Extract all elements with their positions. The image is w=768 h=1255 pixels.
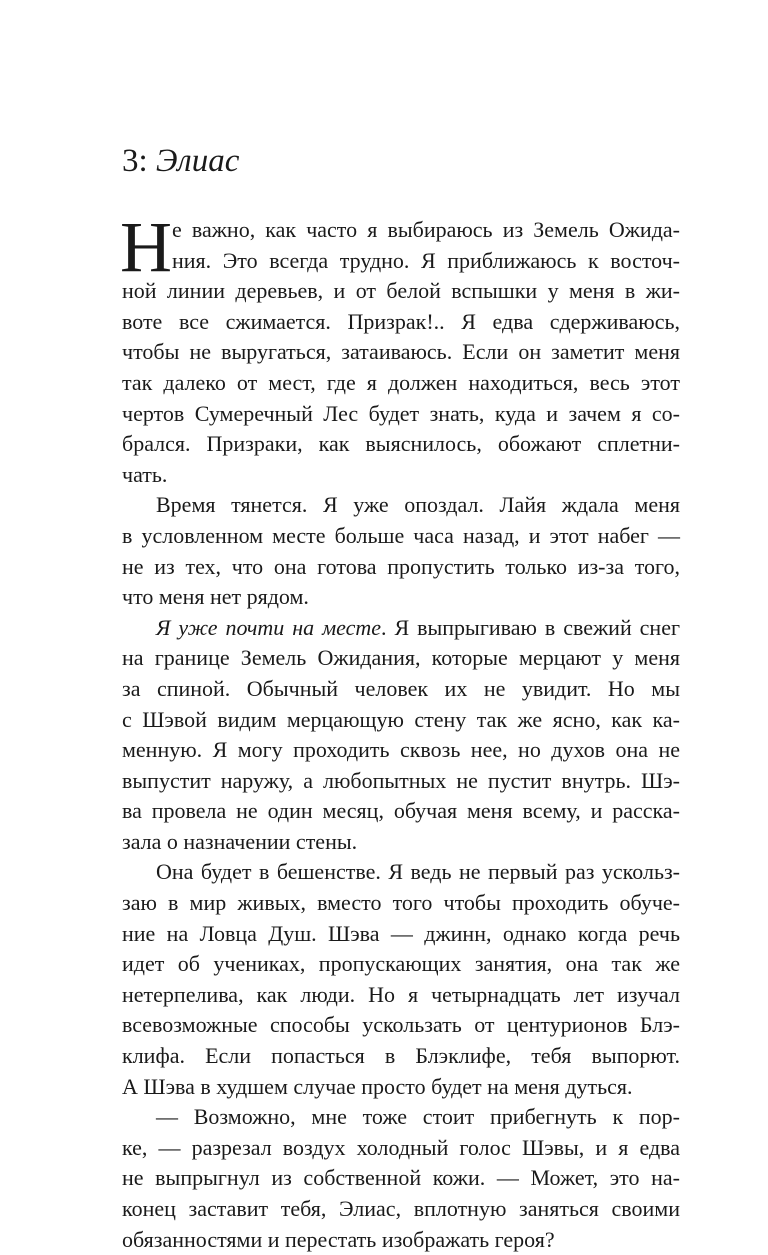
- text-line: брался. Призраки, как выяснилось, обожают сплетни-: [122, 431, 680, 457]
- text-line: на границе Земель Ожидания, которые мерцают у меня: [122, 645, 680, 671]
- chapter-heading: [122, 141, 239, 181]
- text-line: ке, — разрезал воздух холодный голос Шэвы, и я едва: [122, 1134, 680, 1160]
- text-line: воте все сжимается. Призрак!.. Я едва сдерживаюсь,: [122, 308, 680, 334]
- paragraph: [122, 613, 680, 858]
- text-line: нетерпелива, как люди. Но я четырнадцать лет изучал: [122, 981, 680, 1007]
- text-line: менную. Я могу проходить сквозь нее, но духов она не: [122, 737, 680, 763]
- text-line: идет об учениках, пропускающих занятия, она так же: [122, 951, 680, 977]
- text-line: Она будет в бешенстве. Я ведь не первый раз ускольз-: [156, 859, 680, 885]
- text-line: А Шэва в худшем случае просто будет на меня дуться.: [122, 1073, 633, 1099]
- text-line: не из тех, что она готова пропустить только из-за того,: [122, 553, 680, 579]
- text-line: — Возможно, мне тоже стоит прибегнуть к пор-: [156, 1104, 680, 1130]
- text-line: с Шэвой видим мерцающую стену так же ясно, как ка-: [122, 706, 680, 732]
- text-line: чертов Сумеречный Лес будет знать, куда и зачем я со-: [122, 400, 680, 426]
- text-line: выпустит наружу, а любопытных не пустит внутрь. Шэ-: [122, 767, 680, 793]
- text-line: всевозможные способы ускользать от центурионов Блэ-: [122, 1012, 680, 1038]
- chapter-name: Элиас: [155, 143, 240, 179]
- text-line: ния. Это всегда трудно. Я приближаюсь к восточ-: [172, 247, 680, 273]
- text-line: чать.: [122, 461, 168, 487]
- paragraph: [122, 490, 680, 612]
- italic-lead: Я уже почти на месте: [156, 614, 382, 640]
- text-line: конец заставит тебя, Элиас, вплотную заняться своими: [122, 1196, 680, 1221]
- text-line: в условленном месте больше часа назад, и этот набег —: [122, 522, 680, 548]
- text-line: ва провела не один месяц, обучая меня всему, и расска-: [122, 798, 680, 824]
- text-line: [122, 613, 680, 644]
- text-line: зала о назначении стены.: [122, 828, 358, 854]
- text-line: так далеко от мест, где я должен находиться, весь этот: [122, 369, 680, 395]
- chapter-number: 3:: [122, 143, 148, 179]
- text-line: не выпрыгнул из собственной кожи. — Может, это на-: [122, 1165, 680, 1191]
- paragraph: [122, 1102, 680, 1255]
- text-line: что меня нет рядом.: [122, 584, 309, 610]
- text-line: обязанностями и перестать изображать героя?: [122, 1226, 555, 1252]
- chapter-body: [120, 207, 680, 1255]
- paragraph: [120, 207, 680, 490]
- text-line: заю в мир живых, вместо того чтобы проходить обуче-: [122, 890, 680, 916]
- text-line: клифа. Если попасться в Блэклифе, тебя выпорют.: [122, 1043, 680, 1069]
- drop-cap: Н: [120, 207, 172, 287]
- text-line: е важно, как часто я выбираюсь из Земель Ожида-: [172, 217, 680, 242]
- text-line: ной линии деревьев, и от белой вспышки у меня в жи-: [122, 278, 680, 304]
- text-line: за спиной. Обычный человек их не увидит. Но мы: [122, 675, 680, 701]
- text-line: Время тянется. Я уже опоздал. Лайя ждала меня: [156, 492, 680, 518]
- text-line: ние на Ловца Душ. Шэва — джинн, однако когда речь: [122, 920, 680, 946]
- text-line: чтобы не выругаться, затаиваюсь. Если он заметит меня: [122, 339, 680, 365]
- paragraph: [122, 857, 680, 1102]
- line-rest: . Я выпрыгиваю в свежий снег: [381, 614, 680, 640]
